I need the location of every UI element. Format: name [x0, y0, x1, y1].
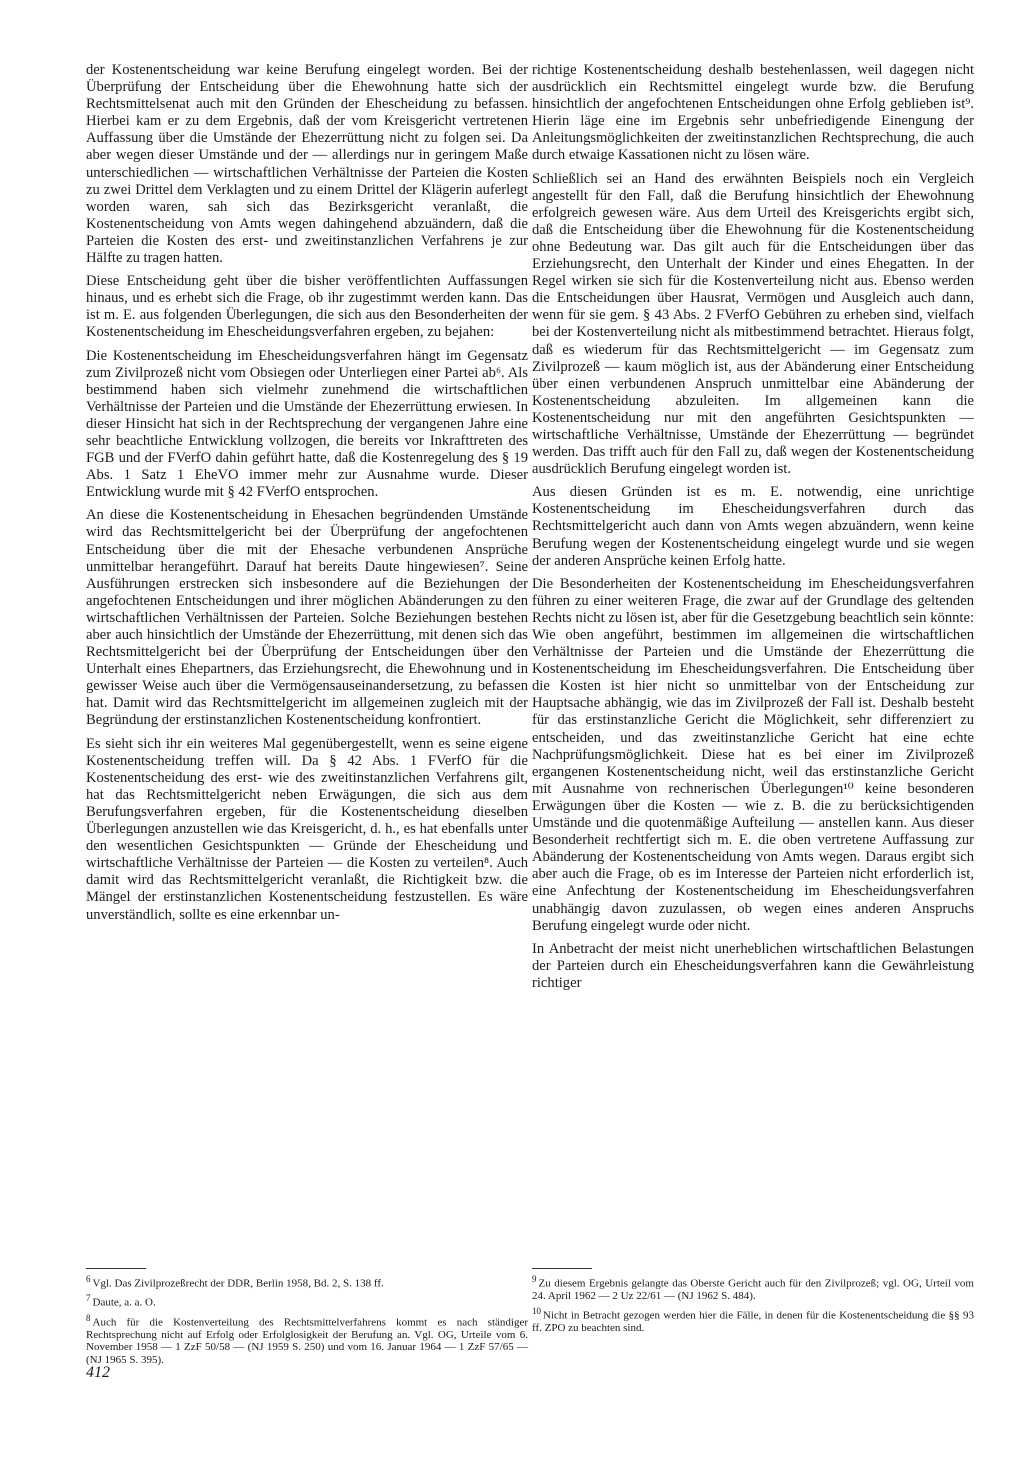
right-body-text — [532, 62, 974, 1262]
footnote-mark: 8 — [86, 1312, 91, 1323]
right-footnotes — [532, 1273, 974, 1335]
footnote-divider — [86, 1268, 146, 1269]
footnote — [532, 1305, 974, 1335]
right-paragraph: richtige Kostenentscheidung deshalb bestehenlassen, weil dagegen nicht ausdrücklich ein Rechtsmittel eingelegt wurde bzw. die Berufung hinsichtlich der angefochtenen Entscheidungen ohne Erfolg geblieben ist⁹. Hierin läge eine im Ergebnis sehr unbefriedigende Einengung der Anleitungsmöglichkeiten der zweitinstanzlichen Rechtsprechung, die auch durch etwaige Kassationen nicht zu lösen wäre. — [532, 62, 974, 164]
left-paragraph: Die Kostenentscheidung im Ehescheidungsverfahren hängt im Gegensatz zum Zivilprozeß nicht vom Obsiegen oder Unterliegen einer Partei ab⁶. Als bestimmend haben sich vielmehr zunehmend die wirtschaftlichen Verhältnisse der Parteien und die Umstände der Ehezerrüttung erwiesen. In dieser Hinsicht hat sich in der Rechtsprechung der vergangenen Jahre eine sehr beachtliche Entwicklung vollzogen, die bereits vor Inkrafttreten des FGB und der FVerfO dahin geführt hatte, daß die Kostenregelung des § 19 Abs. 1 Satz 1 EheVO immer mehr zur Ausnahme wurde. Dieser Entwicklung wurde mit § 42 FVerfO entsprochen. — [86, 347, 528, 501]
right-paragraph: In Anbetracht der meist nicht unerheblichen wirtschaftlichen Belastungen der Parteien durch ein Ehescheidungsverfahren kann die Gewährleistung richtiger — [532, 940, 974, 991]
footnote-mark: 10 — [532, 1305, 541, 1316]
footnote-text: Auch für die Kostenverteilung des Rechtsmittelverfahrens kommt es nach ständiger Rechtsprechung nicht auf Erfolg oder Erfolglosigkeit der Berufung an. Vgl. OG, Urteile vom 6. November 1958 — 1 ZzF 50/58 — (NJ 1959 S. 250) und vom 16. Januar 1964 — 1 ZzF 57/65 — (NJ 1965 S. 395). — [86, 1316, 528, 1366]
left-body-text — [86, 62, 528, 1262]
footnote-mark: 9 — [532, 1274, 537, 1284]
footnote — [532, 1273, 974, 1303]
footnote-text: Vgl. Das Zivilprozeßrecht der DDR, Berlin 1958, Bd. 2, S. 138 ff. — [92, 1277, 384, 1290]
left-footnotes — [86, 1273, 528, 1367]
left-column — [86, 62, 528, 1369]
footnote-mark: 6 — [86, 1274, 91, 1284]
footnote-text: Nicht in Betracht gezogen werden hier die Fälle, in denen für die Kostenentscheidung die §§ 93 ff. ZPO zu beachten sind. — [532, 1309, 974, 1335]
left-paragraph: der Kostenentscheidung war keine Berufung eingelegt worden. Bei der Überprüfung der Entscheidung über die Ehewohnung hatte sich der Rechtsmittelsenat auch mit den Gründen der Ehescheidung zu befassen. Hierbei kam er zu dem Ergebnis, daß der vom Kreisgericht vertretenen Auffassung über die Umstände der Ehezerrüttung nicht zu folgen sei. Da aber wegen dieser Umstände und der — allerdings nur in geringem Maße unterschiedlichen — wirtschaftlichen Verhältnisse der Parteien die Kosten zu zwei Drittel dem Verklagten und zu einem Drittel der Klägerin auferlegt worden waren, sah sich das Bezirksgericht veranlaßt, die Kostenentscheidung von Amts wegen dahingehend abzuändern, daß die Parteien die Kosten des erst- und zweitinstanzlichen Verfahrens je zur Hälfte zu tragen hatten. — [86, 62, 528, 267]
right-column — [532, 62, 974, 1337]
footnote — [86, 1273, 528, 1290]
footnote-text: Zu diesem Ergebnis gelangte das Oberste Gericht auch für den Zivilprozeß; vgl. OG, Urteil vom 24. April 1962 — 2 Uz 22/61 — (NJ 1962 S. 484). — [532, 1277, 974, 1303]
footnote-text: Daute, a. a. O. — [92, 1296, 156, 1309]
right-paragraph: Die Besonderheiten der Kostenentscheidung im Ehescheidungsverfahren führen zu einer weiteren Frage, die zwar auf der Grundlage des geltenden Rechts nicht zu lösen ist, aber für die Gesetzgebung beachtlich sein könnte: Wie oben angeführt, bestimmen im allgemeinen die wirtschaftlichen Verhältnisse der Parteien und die Umstände der Ehezerrüttung die Kostenentscheidung im Ehescheidungsverfahren. Die Entscheidung über die Kosten ist hier nicht so unmittelbar von der Entscheidung zur Hauptsache abhängig, wie das im Zivilprozeß der Fall ist. Deshalb besteht für das erstinstanzliche Gericht die Möglichkeit, sehr differenziert zu entscheiden, und das zweitinstanzliche Gericht hat eine echte Nachprüfungsmöglichkeit. Diese hat es bei einer im Zivilprozeß ergangenen Kostenentscheidung nicht, weil das erstinstanzliche Gericht mit Ausnahme von rechnerischen Überlegungen¹⁰ keine besonderen Erwägungen über die Kosten — wie z. B. die zu berücksichtigenden Umstände und die quotenmäßige Aufteilung — anstellen kann. Aus dieser Besonderheit rechtfertigt sich m. E. die oben vertretene Auffassung zur Abänderung der Kostenentscheidung von Amts wegen. Daraus ergibt sich aber auch die Frage, ob es im Interesse der Parteien nicht erforderlich ist, eine Anfechtung der Kostenentscheidung im Ehescheidungsverfahren unabhängig davon zuzulassen, ob wegen eines anderen Anspruchs Berufung eingelegt wurde oder nicht. — [532, 575, 974, 934]
left-paragraph: An diese die Kostenentscheidung in Ehesachen begründenden Umstände wird das Rechtsmittelgericht bei der Überprüfung der angefochtenen Entscheidung über die mit der Ehesache verbundenen Ansprüche unmittelbar herangeführt. Darauf hat bereits Daute hingewiesen⁷. Seine Ausführungen erstrecken sich insbesondere auf die Beziehungen der angefochtenen Entscheidungen und ihrer möglichen Abänderungen zu den wirtschaftlichen Verhältnissen der Parteien. Solche Beziehungen bestehen aber auch hinsichtlich der Umstände der Ehezerrüttung, mit denen sich das Rechtsmittelgericht bei der Überprüfung der Entscheidungen über den Unterhalt eines Ehepartners, das Erziehungsrecht, die Ehewohnung und in gewisser Weise auch über die Vermögensauseinandersetzung, zu befassen hat. Damit wird das Rechtsmittelgericht im allgemeinen zugleich mit der Begründung der erstinstanzlichen Kostenentscheidung konfrontiert. — [86, 507, 528, 729]
footnote — [86, 1292, 528, 1309]
footnote-divider — [532, 1268, 592, 1269]
right-paragraph: Aus diesen Gründen ist es m. E. notwendig, eine unrichtige Kostenentscheidung im Ehescheidungsverfahren durch das Rechtsmittelgericht auch dann von Amts wegen abzuändern, wenn keine Berufung wegen der Kostenentscheidung eingelegt wurde und sie wegen der anderen Ansprüche keinen Erfolg hatte. — [532, 484, 974, 569]
left-paragraph: Diese Entscheidung geht über die bisher veröffentlichten Auffassungen hinaus, und es erhebt sich die Frage, ob ihr zugestimmt werden kann. Das ist m. E. aus folgenden Überlegungen, die sich aus den Besonderheiten der Kostenentscheidung im Ehescheidungsverfahren ergeben, zu bejahen: — [86, 273, 528, 341]
page-number: 412 — [86, 1364, 110, 1381]
right-paragraph: Schließlich sei an Hand des erwähnten Beispiels noch ein Vergleich angestellt für den Fall, daß die Berufung hinsichtlich der Ehewohnung erfolgreich gewesen wäre. Aus dem Urteil des Kreisgerichts ergibt sich, daß die Entscheidung über die Ehewohnung für die Kostenentscheidung ohne Bedeutung war. Das gilt auch für die Entscheidungen über das Erziehungsrecht, den Unterhalt der Kinder und eines Ehegatten. In der Regel wirken sie sich für die Kostenverteilung nicht aus. Ebenso werden die Entscheidungen über Hausrat, Vermögen und Ausgleich auch dann, wenn für sie gem. § 43 Abs. 2 FVerfO Gebühren zu erheben sind, vielfach bei der Kostenverteilung nicht als mitbestimmend betrachtet. Hieraus folgt, daß es wiederum für das Rechtsmittelgericht — im Gegensatz zum Zivilprozeß — kaum möglich ist, aus der Abänderung einer Entscheidung über einen verbundenen Anspruch unmittelbar eine Abänderung der Kostenentscheidung abzuleiten. Im allgemeinen kann die Kostenentscheidung nur mit den angeführten Gesichtspunkten — wirtschaftliche Verhältnisse, Umstände der Ehezerrüttung — begründet werden. Das trifft auch für den Fall zu, daß wegen der Kostenentscheidung ausdrücklich Berufung eingelegt worden ist. — [532, 170, 974, 478]
footnote-mark: 7 — [86, 1293, 91, 1304]
left-paragraph: Es sieht sich ihr ein weiteres Mal gegenübergestellt, wenn es seine eigene Kostenentscheidung treffen will. Da § 42 Abs. 1 FVerfO für die Kostenentscheidung des erst- wie des zweitinstanzlichen Verfahrens gilt, hat das Rechtsmittelgericht neben Erwägungen, die sich aus dem Berufungsverfahren ergeben, für die Kostenentscheidung dieselben Überlegungen anzustellen wie das Kreisgericht, d. h., es hat ebenfalls unter den wesentlichen Gesichtspunkten — Gründe der Ehescheidung und wirtschaftliche Verhältnisse der Parteien — die Kosten zu verteilen⁸. Auch damit wird das Rechtsmittelgericht veranlaßt, die Richtigkeit bzw. die Mängel der erstinstanzlichen Kostenentscheidung festzustellen. Es wäre unverständlich, sollte es eine erkennbar un- — [86, 735, 528, 923]
footnote — [86, 1312, 528, 1367]
